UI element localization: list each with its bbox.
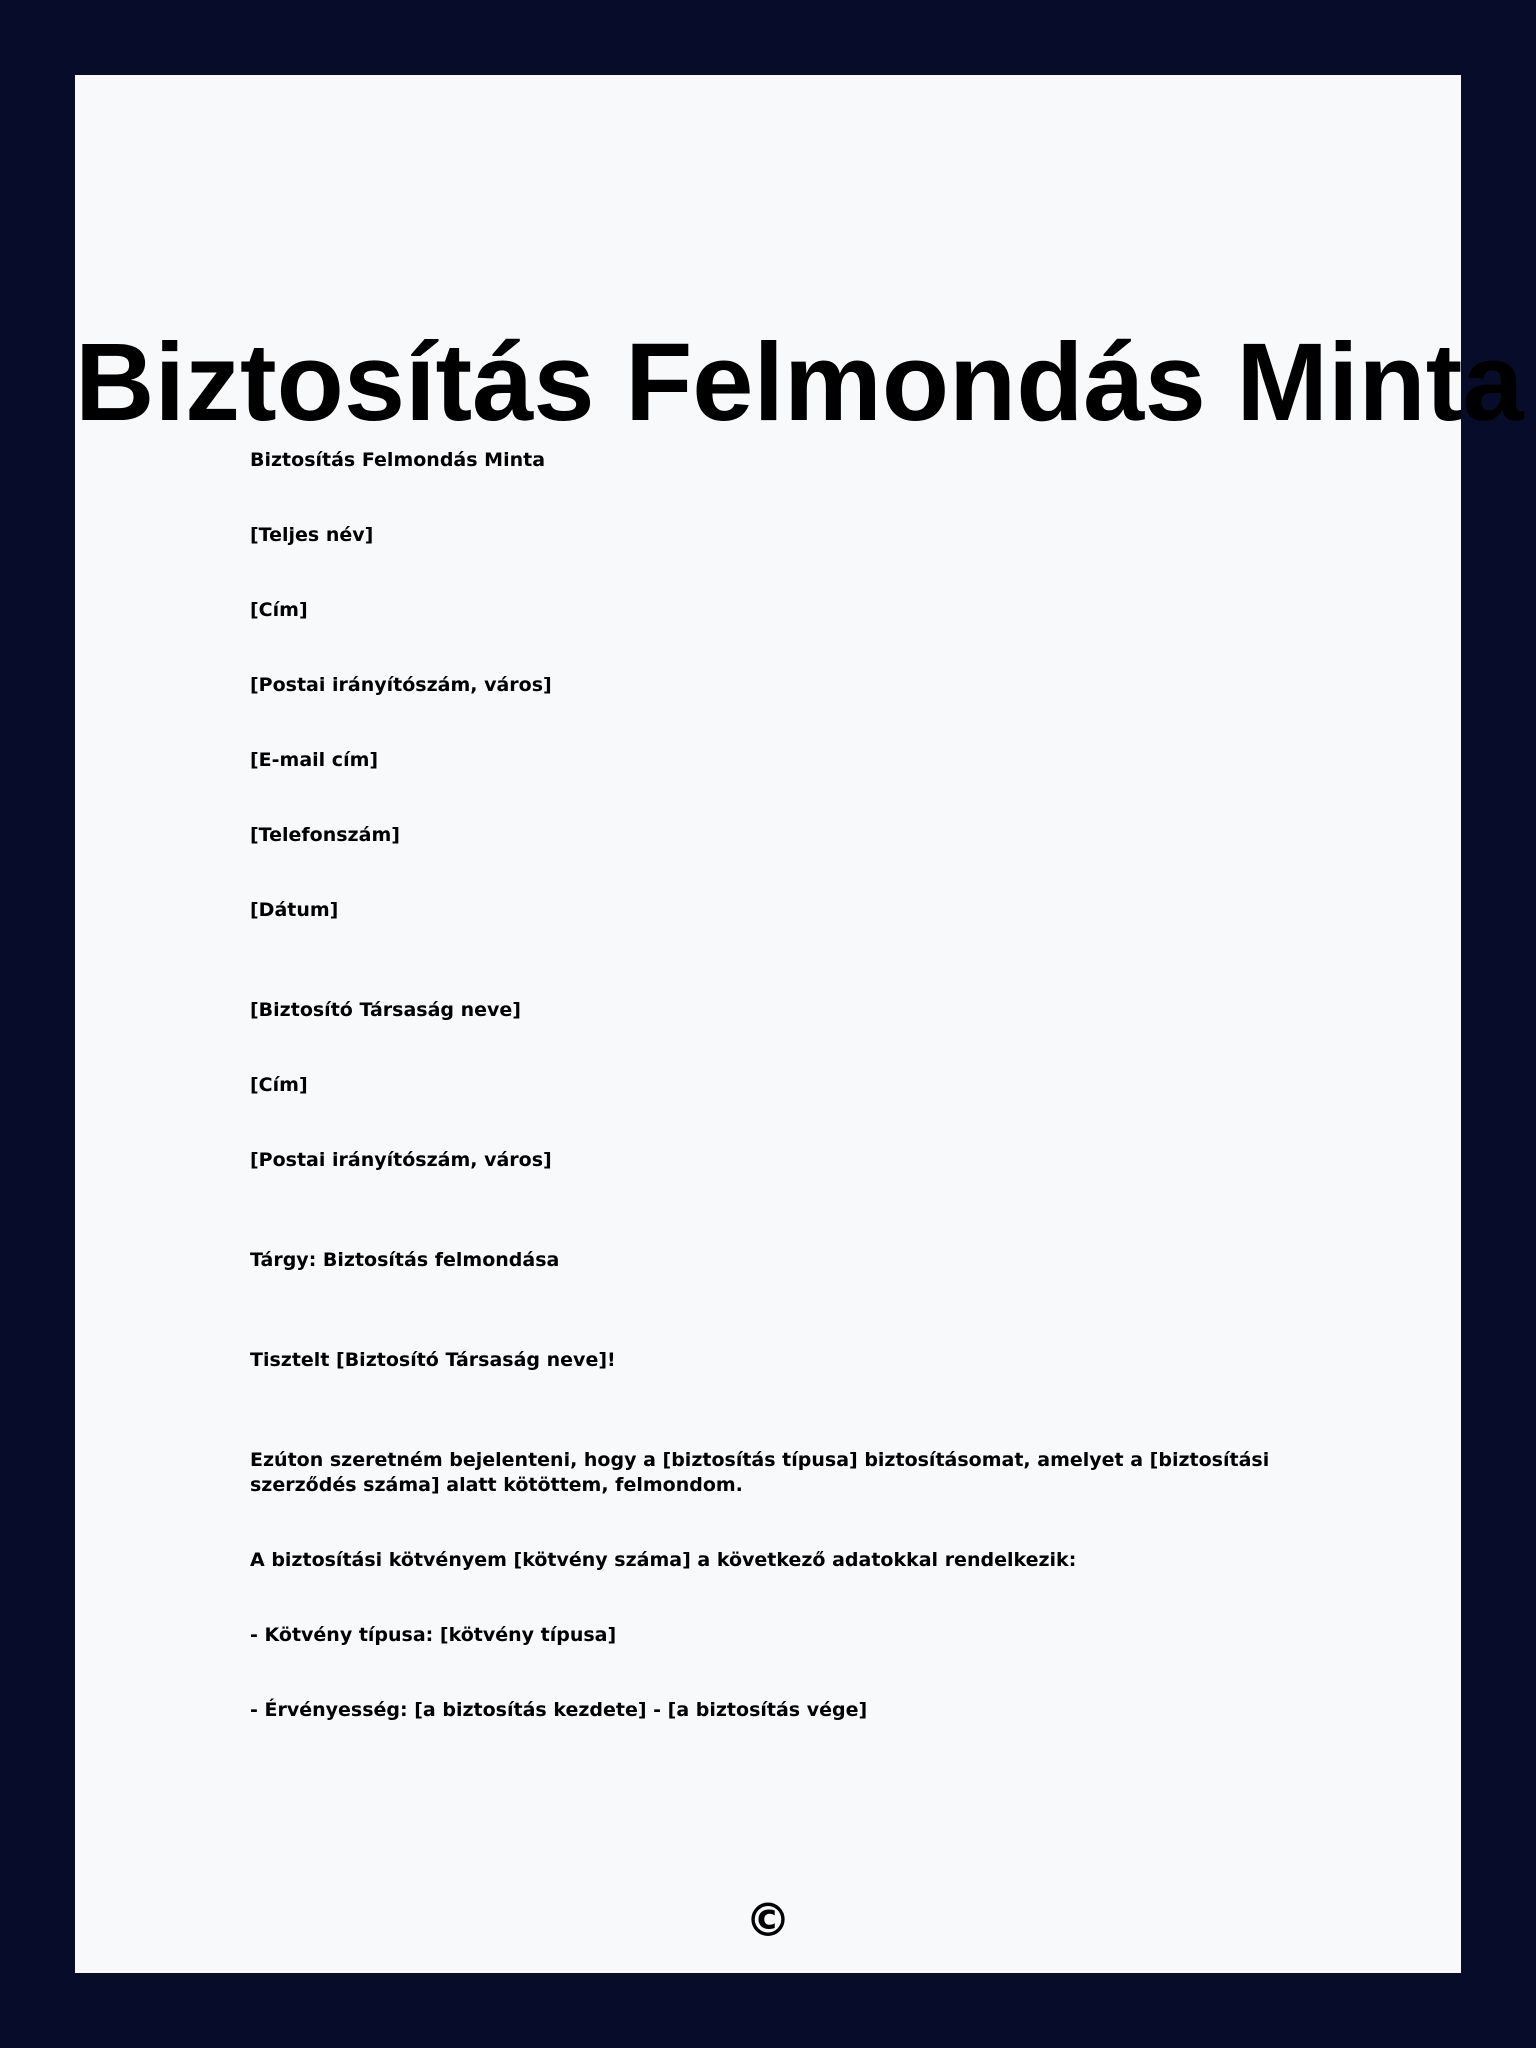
sender-postal-city: [Postai irányítószám, város] [250,674,552,696]
letter-salutation: Tisztelt [Biztosító Társaság neve]! [250,1349,616,1371]
recipient-postal-city: [Postai irányítószám, város] [250,1149,552,1171]
policy-intro: A biztosítási kötvényem [kötvény száma] a következő adatokkal rendelkezik: [250,1549,1077,1571]
recipient-company: [Biztosító Társaság neve] [250,999,521,1021]
policy-type-item: - Kötvény típusa: [kötvény típusa] [250,1624,617,1646]
letter-subject: Tárgy: Biztosítás felmondása [250,1249,560,1271]
document-page [75,75,1524,1973]
sender-phone: [Telefonszám] [250,824,400,846]
letter-date: [Dátum] [250,899,339,921]
letter-heading: Biztosítás Felmondás Minta [250,449,546,471]
letter-paragraph: Ezúton szeretném bejelenteni, hogy a [biztosítás típusa] biztosításomat, amelyet a [biztosítási szerződés száma] alatt kötöttem, felmondom. [250,1449,1270,1496]
document-title: Biztosítás Felmondás Minta [75,321,1524,444]
sender-name: [Teljes név] [250,524,374,546]
policy-validity-item: - Érvényesség: [a biztosítás kezdete] - [a biztosítás vége] [250,1699,868,1721]
sender-email: [E-mail cím] [250,749,379,771]
recipient-address: [Cím] [250,1074,308,1096]
sender-address: [Cím] [250,599,308,621]
copyright-icon: © [745,1893,791,1947]
